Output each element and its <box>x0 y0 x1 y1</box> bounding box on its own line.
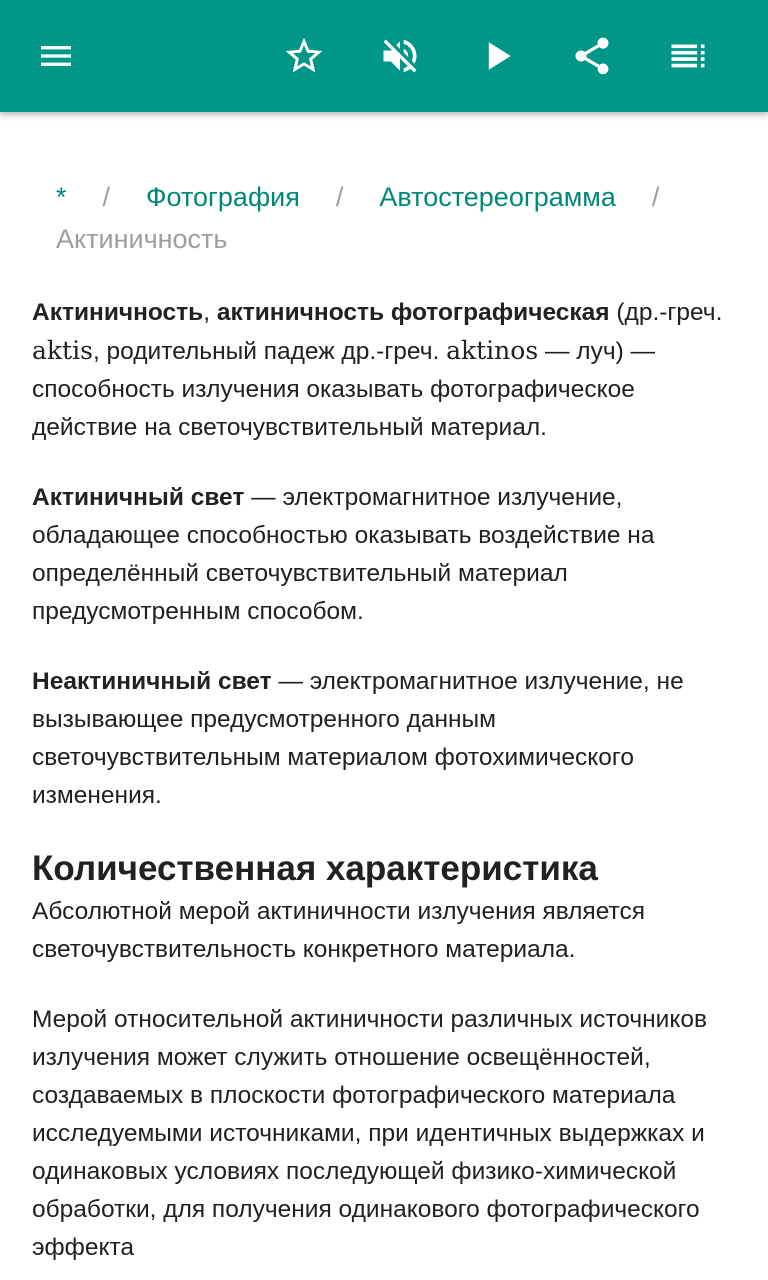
paragraph-definition <box>32 294 742 447</box>
text-fragment: — луч) — способность излучения оказывать фотографическое действие на светочувствительный материал. <box>32 338 656 441</box>
paragraph-actinic-light <box>32 479 742 631</box>
content-area <box>0 112 768 1280</box>
article-body <box>32 294 742 1280</box>
breadcrumb-separator: / <box>335 182 344 212</box>
paragraph-relative-measure: Мерой относительной актиничности различных источников излучения может служить отношение освещённостей, создаваемых в плоскости фотографического материала исследуемыми источниками, при идентичных выдержках и одинаковых условиях последующей физико-химической обработки, для получения одинакового фотографического эффекта <box>32 1006 708 1261</box>
text-fragment: — электромагнитное излучение, обладающее способностью оказывать воздействие на определённый светочувствительный материал предусмотренным способом. <box>32 484 655 625</box>
text-fragment: — электромагнитное излучение, не вызывающее предусмотренного данным светочувствительным материалом фотохимического изменения. <box>32 668 684 809</box>
greek-word: aktis <box>32 336 93 365</box>
breadcrumb-separator: / <box>651 182 660 212</box>
breadcrumb-link-photography[interactable]: Фотография <box>146 182 300 212</box>
play-icon <box>476 34 520 78</box>
greek-word: aktinos <box>446 336 539 365</box>
breadcrumb-link-autostereogram[interactable]: Автостереограмма <box>379 182 616 212</box>
breadcrumb-root-link[interactable]: * <box>56 182 67 212</box>
term-non-actinic-light: Неактиничный свет <box>32 668 272 695</box>
term-actinic-light: Актиничный свет <box>32 484 245 511</box>
paragraph-non-actinic-light <box>32 663 742 815</box>
star-outline-icon <box>282 34 326 78</box>
breadcrumb <box>56 176 736 260</box>
paragraph-absolute-measure: Абсолютной мерой актиничности излучения является светочувствительность конкретного материала. <box>32 898 645 963</box>
mute-button[interactable] <box>360 16 440 96</box>
term-actinicity: Актиничность <box>32 299 204 326</box>
bookmark-button[interactable] <box>264 16 344 96</box>
share-button[interactable] <box>552 16 632 96</box>
term-photographic-actinicity: актиничность фотографическая <box>216 299 610 326</box>
play-button[interactable] <box>458 16 538 96</box>
share-icon <box>570 34 614 78</box>
toc-list-icon <box>666 34 710 78</box>
volume-off-icon <box>378 34 422 78</box>
breadcrumb-current: Актиничность <box>56 224 228 254</box>
app-toolbar <box>0 0 768 112</box>
text-fragment: , родительный падеж др.-греч. <box>92 338 447 365</box>
text-fragment: (др.-греч. <box>609 299 723 326</box>
contents-button[interactable] <box>648 16 728 96</box>
menu-button[interactable] <box>16 16 96 96</box>
menu-icon <box>36 36 76 76</box>
section-heading: Количественная характеристика <box>32 849 598 888</box>
text-fragment: , <box>203 299 217 326</box>
breadcrumb-separator: / <box>102 182 111 212</box>
